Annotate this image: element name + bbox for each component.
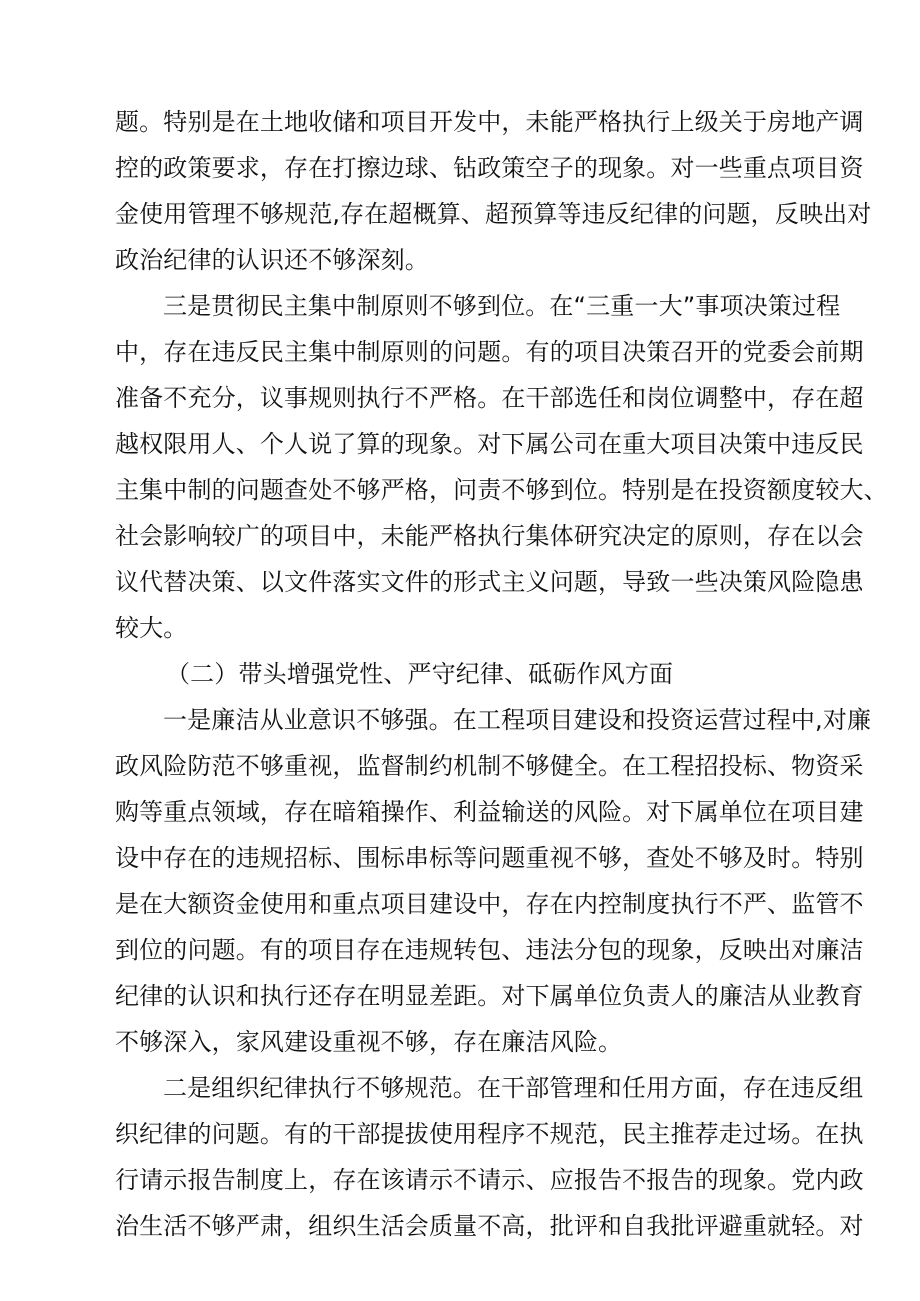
section-heading: （二）带头增强党性、严守纪律、砥砺作风方面 <box>166 660 674 688</box>
text-line: 行请示报告制度上，存在该请示不请示、应报告不报告的现象。党内政 <box>115 1166 864 1194</box>
text-line: 政风险防范不够重视，监督制约机制不够健全。在工程招投标、物资采 <box>115 752 864 780</box>
text-line: 设中存在的违规招标、围标串标等问题重视不够，查处不够及时。特别 <box>115 844 864 872</box>
text-line: 是在大额资金使用和重点项目建设中，存在内控制度执行不严、监管不 <box>115 890 864 918</box>
text-line: 题。特别是在土地收储和项目开发中，未能严格执行上级关于房地产调 <box>115 108 864 136</box>
text-line: 政治纪律的认识还不够深刻。 <box>115 246 429 274</box>
text-line: 到位的问题。有的项目存在违规转包、违法分包的现象，反映出对廉洁 <box>115 936 864 964</box>
text-line: 社会影响较广的项目中，未能严格执行集体研究决定的原则，存在以会 <box>115 522 864 550</box>
text-line: 主集中制的问题查处不够严格，问责不够到位。特别是在投资额度较大、 <box>115 476 888 504</box>
text-line: 金使用管理不够规范,存在超概算、超预算等违反纪律的问题，反映出对 <box>115 200 872 228</box>
text-line: 织纪律的问题。有的干部提拔使用程序不规范，民主推荐走过场。在执 <box>115 1120 864 1148</box>
text-line: 越权限用人、个人说了算的现象。对下属公司在重大项目决策中违反民 <box>115 430 864 458</box>
text-line: 中，存在违反民主集中制原则的问题。有的项目决策召开的党委会前期 <box>115 338 864 366</box>
paragraph-start-line: 一是廉洁从业意识不够强。在工程项目建设和投资运营过程中,对廉 <box>163 706 872 734</box>
text-line: 治生活不够严肃，组织生活会质量不高，批评和自我批评避重就轻。对 <box>115 1212 864 1240</box>
text-line: 准备不充分，议事规则执行不严格。在干部选任和岗位调整中，存在超 <box>115 384 864 412</box>
paragraph-start-line: 二是组织纪律执行不够规范。在干部管理和任用方面，存在违反组 <box>163 1074 864 1102</box>
text-line: 控的政策要求，存在打擦边球、钻政策空子的现象。对一些重点项目资 <box>115 154 864 182</box>
text-line: 不够深入，家风建设重视不够，存在廉洁风险。 <box>115 1028 623 1056</box>
text-line: 纪律的认识和执行还存在明显差距。对下属单位负责人的廉洁从业教育 <box>115 982 864 1010</box>
text-line: 议代替决策、以文件落实文件的形式主义问题，导致一些决策风险隐患 <box>115 568 864 596</box>
text-line: 购等重点领域，存在暗箱操作、利益输送的风险。对下属单位在项目建 <box>115 798 864 826</box>
paragraph-start-line: 三是贯彻民主集中制原则不够到位。在“三重一大”事项决策过程 <box>163 292 841 320</box>
text-line: 较大。 <box>115 614 188 642</box>
